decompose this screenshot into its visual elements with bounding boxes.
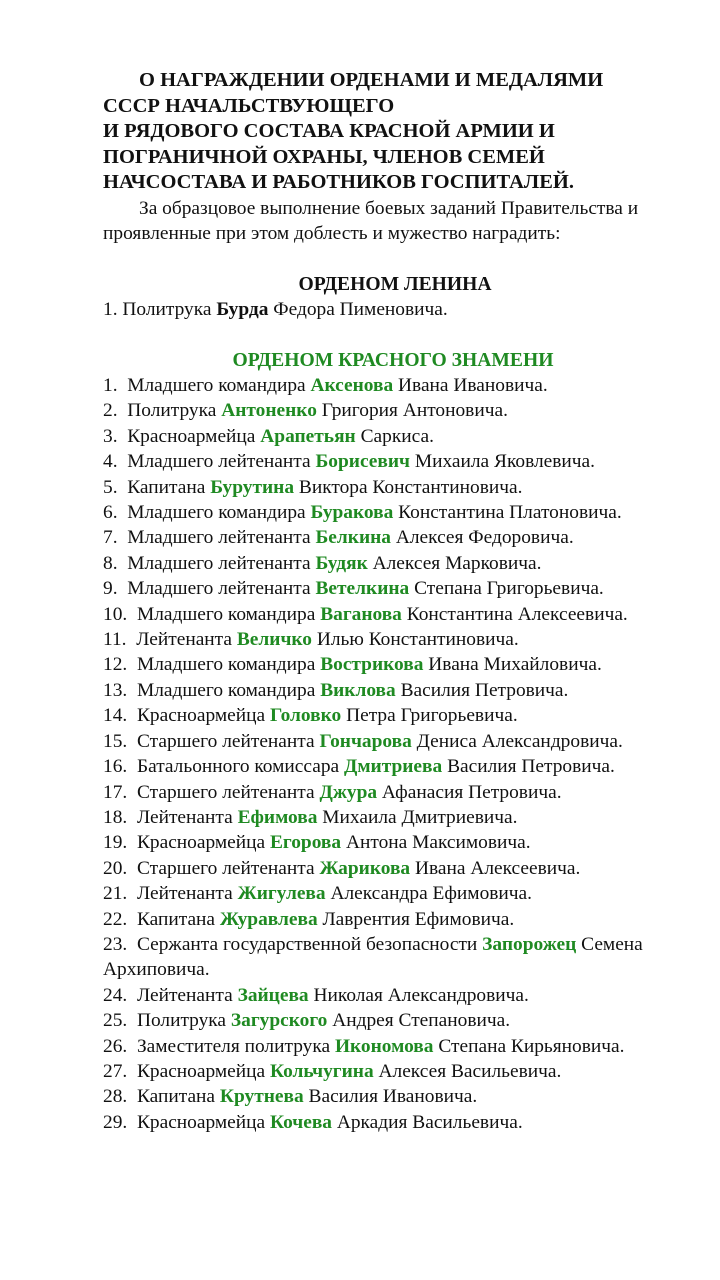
entry-surname: Ефимова [237, 806, 318, 828]
entry-number: 9. [103, 578, 118, 600]
entry-rank: Старшего лейтенанта [136, 857, 315, 879]
entry-surname: Буракова [310, 502, 394, 524]
entry-number: 17. [103, 781, 128, 803]
section-title: ОРДЕНОМ ЛЕНИНА [298, 273, 492, 295]
entry-number: 18. [103, 806, 128, 828]
entry-number: 20. [103, 857, 128, 879]
section-order-of-lenin [103, 272, 683, 323]
award-entry [103, 1084, 683, 1109]
award-entry [103, 754, 683, 779]
entry-number: 1. [103, 375, 118, 396]
entry-given-names: Ивана Алексеевича. [414, 857, 581, 879]
entry-given-names: Михаила Яковлевича. [414, 451, 596, 473]
award-entry [103, 729, 683, 754]
entry-surname: Дмитриева [343, 756, 443, 778]
award-entry [103, 500, 683, 525]
entry-rank: Младшего лейтенанта [127, 578, 311, 600]
entry-rank: Сержанта государственной безопасности [136, 933, 478, 955]
entry-number: 23. [103, 933, 128, 955]
entry-number: 27. [103, 1060, 128, 1082]
entry-given-names: Афанасия Петровича. [381, 781, 562, 803]
intro-paragraph: За образцовое выполнение боевых заданий Правительства и проявленные при этом доблесть и мужество наградить: [103, 197, 639, 245]
entry-given-names: Василия Петровича. [400, 679, 569, 701]
entry-given-names: Константина Алексеевича. [406, 603, 628, 625]
award-entry [103, 576, 683, 601]
entry-given-names: Виктора Константиновича. [298, 476, 523, 498]
document-title [103, 68, 683, 196]
award-entry [103, 602, 683, 627]
award-entry [103, 1034, 683, 1059]
award-entry [103, 932, 683, 983]
entry-rank: Младшего командира [127, 502, 306, 524]
award-entry [103, 983, 683, 1008]
entry-surname: Жигулева [237, 883, 326, 905]
award-entry [103, 475, 683, 500]
award-entry [103, 678, 683, 703]
entry-number: 15. [103, 730, 128, 752]
entry-surname: Кольчугина [269, 1060, 374, 1082]
entry-number: 28. [103, 1086, 128, 1108]
entry-rank: Лейтенанта [136, 984, 233, 1006]
document-page [103, 68, 683, 1135]
spacer [103, 247, 683, 272]
award-entry [103, 449, 683, 474]
entry-rank: Политрука [122, 299, 212, 321]
entry-surname: Вострикова [320, 654, 424, 676]
entry-rank: Младшего командира [136, 654, 316, 676]
entry-given-names: Григория Антоновича. [321, 400, 508, 422]
award-entry [103, 297, 683, 322]
entry-number: 29. [103, 1111, 128, 1133]
award-list [103, 373, 683, 1135]
entry-rank: Капитана [136, 1086, 216, 1108]
entry-surname: Виклова [320, 679, 396, 701]
entry-number: 14. [103, 705, 128, 727]
entry-rank: Красноармейца [136, 1060, 266, 1082]
entry-rank: Красноармейца [136, 705, 266, 727]
entry-number: 12. [103, 654, 128, 676]
entry-number: 21. [103, 883, 128, 905]
award-entry [103, 805, 683, 830]
entry-rank: Красноармейца [136, 832, 266, 854]
section-order-of-red-banner [103, 348, 683, 1136]
entry-given-names: Федора Пименовича. [273, 299, 448, 321]
title-line: СССР НАЧАЛЬСТВУЮЩЕГО [103, 94, 395, 117]
entry-given-names: Илью Константиновича. [316, 629, 519, 651]
entry-rank: Заместителя политрука [136, 1035, 331, 1057]
entry-given-names: Степана Григорьевича. [414, 578, 604, 600]
entry-given-names: Андрея Степановича. [332, 1010, 511, 1032]
entry-given-names: Саркиса. [360, 425, 434, 447]
entry-surname: Борисевич [315, 451, 410, 473]
entry-number: 25. [103, 1010, 128, 1032]
entry-number: 7. [103, 527, 118, 549]
entry-number: 22. [103, 908, 128, 930]
entry-surname: Загурского [230, 1010, 328, 1032]
entry-rank: Красноармейца [136, 1111, 266, 1133]
award-entry [103, 652, 683, 677]
entry-surname: Будяк [315, 552, 368, 574]
entry-given-names: Семена Архиповича. [103, 933, 643, 981]
entry-number: 26. [103, 1035, 128, 1057]
entry-given-names: Василия Петровича. [447, 756, 615, 778]
entry-given-names: Константина Платоновича. [398, 502, 622, 524]
entry-number: 4. [103, 451, 118, 473]
entry-number: 1. [103, 299, 118, 321]
title-line: О НАГРАЖДЕНИИ ОРДЕНАМИ И МЕДАЛЯМИ [139, 69, 604, 91]
award-entry [103, 424, 683, 449]
entry-number: 10. [103, 603, 128, 625]
award-entry [103, 703, 683, 728]
entry-given-names: Антона Максимовича. [345, 832, 531, 854]
entry-given-names: Степана Кирьяновича. [438, 1035, 625, 1057]
entry-given-names: Николая Александровича. [313, 984, 529, 1006]
entry-surname: Аксенова [310, 375, 394, 396]
section-title: ОРДЕНОМ КРАСНОГО ЗНАМЕНИ [232, 349, 554, 371]
entry-rank: Политрука [127, 400, 217, 422]
entry-surname: Антоненко [221, 400, 317, 422]
entry-rank: Младшего командира [136, 603, 316, 625]
entry-given-names: Александра Ефимовича. [330, 883, 533, 905]
entry-rank: Старшего лейтенанта [136, 730, 315, 752]
entry-number: 5. [103, 476, 118, 498]
entry-surname: Запорожец [482, 933, 577, 955]
entry-number: 8. [103, 552, 118, 574]
entry-given-names: Михаила Дмитриевича. [322, 806, 518, 828]
award-list [103, 297, 683, 322]
entry-rank: Лейтенанта [136, 806, 233, 828]
entry-number: 3. [103, 425, 118, 447]
award-entry [103, 373, 683, 398]
entry-number: 11. [103, 629, 127, 651]
entry-surname: Головко [269, 705, 342, 727]
entry-number: 2. [103, 400, 118, 422]
entry-given-names: Дениса Александровича. [416, 730, 623, 752]
entry-surname: Ветелкина [315, 578, 410, 600]
entry-surname: Белкина [315, 527, 391, 549]
entry-given-names: Петра Григорьевича. [346, 705, 518, 727]
award-entry [103, 1059, 683, 1084]
entry-rank: Красноармейца [127, 425, 256, 447]
entry-number: 16. [103, 756, 128, 778]
entry-given-names: Алексея Марковича. [372, 552, 542, 574]
entry-surname: Ваганова [320, 603, 402, 625]
entry-surname: Кочева [269, 1111, 332, 1133]
entry-rank: Батальонного комиссара [136, 756, 340, 778]
entry-surname: Арапетьян [260, 425, 356, 447]
entry-rank: Младшего командира [136, 679, 316, 701]
award-entry [103, 1008, 683, 1033]
entry-surname: Жарикова [319, 857, 411, 879]
entry-surname: Бурда [216, 299, 269, 321]
entry-number: 24. [103, 984, 128, 1006]
award-entry [103, 856, 683, 881]
entry-surname: Крутнева [219, 1086, 304, 1108]
title-line: НАЧСОСТАВА И РАБОТНИКОВ ГОСПИТАЛЕЙ. [103, 171, 574, 194]
entry-surname: Икономова [334, 1035, 434, 1057]
award-entry [103, 1110, 683, 1135]
entry-rank: Лейтенанта [136, 883, 233, 905]
award-entry [103, 551, 683, 576]
entry-given-names: Алексея Васильевича. [378, 1060, 562, 1082]
entry-surname: Журавлева [219, 908, 318, 930]
award-entry [103, 881, 683, 906]
entry-surname: Величко [236, 629, 312, 651]
award-entry [103, 907, 683, 932]
award-entry [103, 780, 683, 805]
entry-rank: Капитана [127, 476, 206, 498]
entry-number: 19. [103, 832, 128, 854]
title-line: ПОГРАНИЧНОЙ ОХРАНЫ, ЧЛЕНОВ СЕМЕЙ [103, 145, 545, 168]
entry-given-names: Алексея Федоровича. [395, 527, 574, 549]
entry-rank: Младшего командира [127, 375, 306, 396]
entry-given-names: Ивана Михайловича. [428, 654, 602, 676]
entry-given-names: Лаврентия Ефимовича. [322, 908, 515, 930]
entry-rank: Лейтенанта [136, 629, 232, 651]
award-entry [103, 398, 683, 423]
entry-surname: Джура [319, 781, 378, 803]
entry-number: 6. [103, 502, 118, 524]
award-entry [103, 830, 683, 855]
entry-rank: Младшего лейтенанта [127, 527, 311, 549]
entry-surname: Зайцева [237, 984, 309, 1006]
entry-surname: Бурутина [210, 476, 295, 498]
award-entry [103, 525, 683, 550]
entry-rank: Политрука [136, 1010, 227, 1032]
award-entry [103, 627, 683, 652]
entry-number: 13. [103, 679, 128, 701]
entry-surname: Гончарова [319, 730, 412, 752]
entry-rank: Старшего лейтенанта [136, 781, 315, 803]
entry-surname: Егорова [269, 832, 342, 854]
entry-given-names: Василия Ивановича. [308, 1086, 478, 1108]
entry-given-names: Аркадия Васильевича. [336, 1111, 523, 1133]
entry-given-names: Ивана Ивановича. [398, 375, 548, 396]
entry-rank: Капитана [136, 908, 216, 930]
entry-rank: Младшего лейтенанта [127, 451, 311, 473]
title-line: И РЯДОВОГО СОСТАВА КРАСНОЙ АРМИИ И [103, 120, 555, 143]
entry-rank: Младшего лейтенанта [127, 552, 311, 574]
